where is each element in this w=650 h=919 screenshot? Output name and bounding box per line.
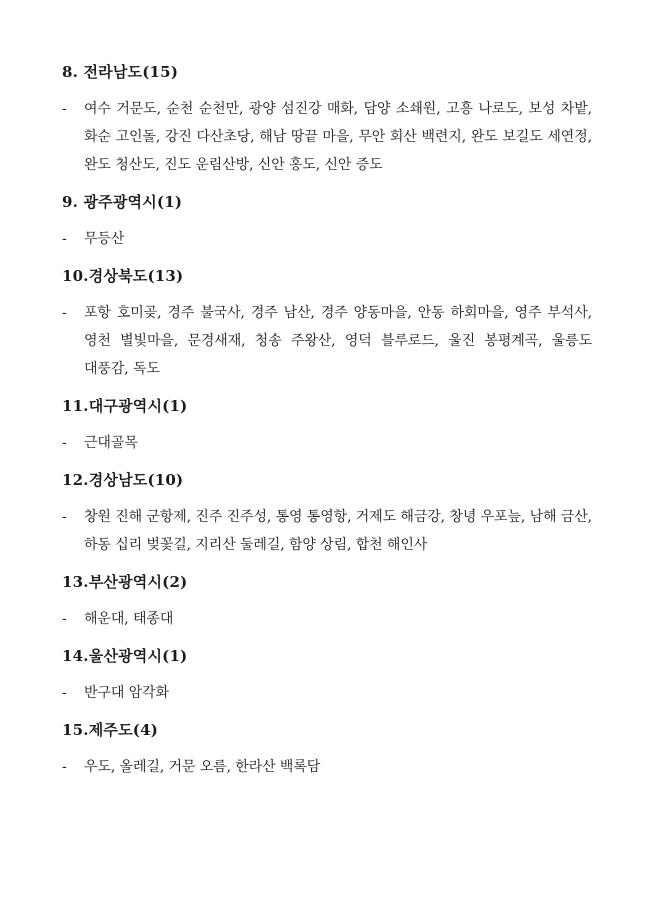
section-jeollanam-do <box>62 58 592 179</box>
dash-bullet: - <box>62 101 67 117</box>
item-text: 근대골목 <box>84 435 138 451</box>
section-jeju <box>62 716 592 781</box>
item-text: 반구대 암각화 <box>84 685 169 701</box>
list-item <box>62 753 592 781</box>
dash-bullet: - <box>62 611 67 627</box>
dash-bullet: - <box>62 509 67 525</box>
section-gyeongsangbuk-do <box>62 262 592 383</box>
section-heading: 12.경상남도(10) <box>62 471 184 489</box>
dash-bullet: - <box>62 685 67 701</box>
section-heading: 13.부산광역시(2) <box>62 573 188 591</box>
section-heading: 9. 광주광역시(1) <box>62 193 183 211</box>
section-heading: 10.경상북도(13) <box>62 267 184 285</box>
section-ulsan <box>62 642 592 707</box>
section-heading: 8. 전라남도(15) <box>62 63 179 81</box>
dash-bullet: - <box>62 435 67 451</box>
list-item <box>62 225 592 253</box>
section-daegu <box>62 392 592 457</box>
list-item <box>62 429 592 457</box>
item-text: 해운대, 태종대 <box>84 611 174 627</box>
section-gyeongsangnam-do <box>62 466 592 559</box>
section-heading: 15.제주도(4) <box>62 721 158 739</box>
list-item <box>62 679 592 707</box>
item-text: 포항 호미곶, 경주 불국사, 경주 남산, 경주 양동마을, 안동 하회마을, 영주 부석사, 영천 별빛마을, 문경새재, 청송 주왕산, 영덕 블루로드, 울진 봉평계곡, 울릉도 대풍감, 독도 <box>84 305 592 377</box>
section-heading: 11.대구광역시(1) <box>62 397 188 415</box>
dash-bullet: - <box>62 305 67 321</box>
list-item <box>62 95 592 179</box>
section-gwangju <box>62 188 592 253</box>
item-text: 창원 진해 군항제, 진주 진주성, 통영 통영항, 거제도 해금강, 창녕 우포늪, 남해 금산, 하동 십리 벚꽃길, 지리산 둘레길, 함양 상림, 합천 해인사 <box>84 509 592 553</box>
item-text: 우도, 올레길, 거문 오름, 한라산 백록담 <box>84 759 321 775</box>
list-item <box>62 503 592 559</box>
section-busan <box>62 568 592 633</box>
dash-bullet: - <box>62 759 67 775</box>
document-content <box>62 58 592 790</box>
list-item <box>62 605 592 633</box>
list-item <box>62 299 592 383</box>
dash-bullet: - <box>62 231 67 247</box>
section-heading: 14.울산광역시(1) <box>62 647 188 665</box>
item-text: 여수 거문도, 순천 순천만, 광양 섬진강 매화, 담양 소쇄원, 고흥 나로도, 보성 차밭, 화순 고인돌, 강진 다산초당, 해남 땅끝 마을, 무안 회산 백련지, 완도 보길도 세연정, 완도 청산도, 진도 운림산방, 신안 홍도, 신안 증도 <box>84 101 592 173</box>
item-text: 무등산 <box>84 231 125 247</box>
